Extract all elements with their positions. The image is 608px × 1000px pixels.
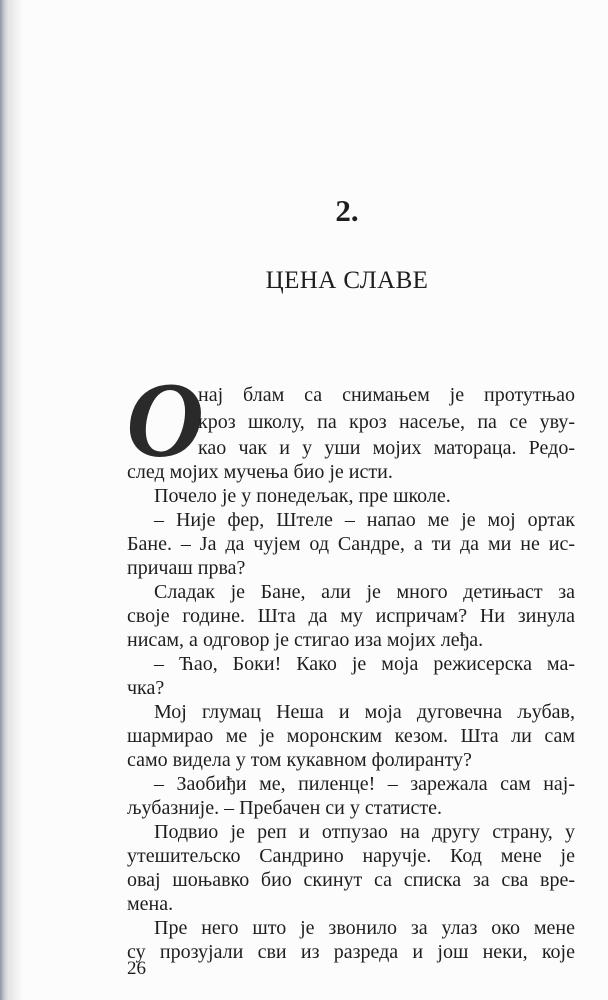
body-line: кроз школу, па кроз насеље, па се уву- [198,411,575,433]
body-line: Подвио jе реп и отпузао на другу страну, у [154,821,575,843]
body-line: Бане. – Jа да чуjем од Сандре, а ти да ми не ис- [127,533,575,555]
body-line: чка? [127,677,165,699]
page-number: 26 [127,958,146,979]
page-binding-edge [0,0,9,1000]
body-line: мена. [127,893,174,915]
body-line: Пре него што jе звонило за улаз око мене [154,917,575,939]
drop-cap-letter: О [126,361,204,480]
body-line: – Ћао, Боки! Како jе моjа режисерска ма- [154,653,575,675]
body-line: причаш прва? [127,557,246,579]
body-line: Почело jе у понедељак, пре школе. [154,485,451,507]
page-binding-shadow [9,0,23,1000]
body-line: – Ниjе фер, Штеле – напао ме jе моj ортак [154,509,575,531]
body-line: љубазниjе. – Пребачен си у статисте. [127,797,443,819]
body-line: – Заобиђи ме, пиленце! – зарежала сам наj- [154,773,575,795]
chapter-number: 2. [335,193,359,228]
body-line: оваj шоњавко био скинут са списка за сва вре- [127,869,575,891]
body-line: Сладак jе Бане, али jе много детињаст за [154,581,575,603]
body-line: утешитељско Сандрино наручjе. Код мене jе [127,845,575,867]
body-line: след моjих мучења био jе исти. [127,461,393,483]
body-line: своjе године. Шта да му испричам? Ни зинула [127,605,575,627]
body-line: нисам, а одговор jе стигао иза моjих леђа. [127,629,484,651]
body-line: су прозуjали сви из разреда и још неки, коjе [127,941,575,963]
body-line: Моj глумац Неша и моjа дуговечна љубав, [154,701,575,723]
body-line: као чак и у уши моjих матораца. Редо- [198,437,575,459]
body-line: наj блам са снимањем jе протутњао [198,384,575,406]
chapter-title: ЦЕНА СЛАВЕ [265,267,429,294]
body-line: шармирао ме jе моронским кезом. Шта ли сам [127,725,575,747]
body-line: само видела у том кукавном фолиранту? [127,749,472,771]
